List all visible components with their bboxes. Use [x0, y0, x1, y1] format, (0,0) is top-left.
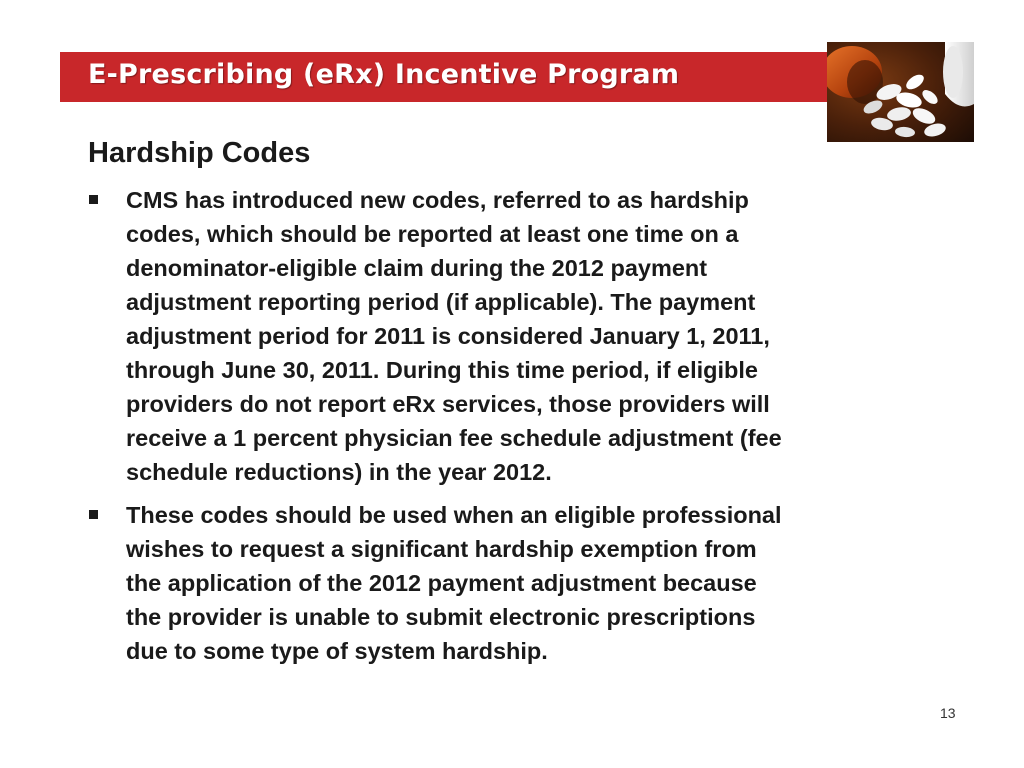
section-heading: Hardship Codes: [88, 137, 311, 169]
bullet-line: providers do not report eRx services, those providers will: [126, 391, 770, 417]
bullet-line: CMS has introduced new codes, referred to as hardship: [126, 187, 749, 213]
bullet-list: [88, 183, 938, 677]
bullet-line: through June 30, 2011. During this time period, if eligible: [126, 357, 758, 383]
bullet-line: adjustment period for 2011 is considered January 1, 2011,: [126, 323, 770, 349]
bullet-line: the provider is unable to submit electronic prescriptions: [126, 604, 756, 630]
bullet-line: adjustment reporting period (if applicable). The payment: [126, 289, 756, 315]
title-bar: [60, 52, 830, 102]
bullet-line: receive a 1 percent physician fee schedule adjustment (fee: [126, 425, 782, 451]
bullet-line: codes, which should be reported at least one time on a: [126, 221, 739, 247]
bullet-line: denominator-eligible claim during the 2012 payment: [126, 255, 708, 281]
square-bullet-icon: [89, 510, 98, 519]
bullet-line: wishes to request a significant hardship exemption from: [126, 536, 757, 562]
square-bullet-icon: [89, 195, 98, 204]
bullet-item: [88, 498, 938, 668]
bullet-line: due to some type of system hardship.: [126, 638, 548, 664]
slide-title: E-Prescribing (eRx) Incentive Program: [88, 59, 680, 90]
pills-photo: [827, 42, 974, 142]
page-number: 13: [940, 705, 956, 721]
bullet-line: schedule reductions) in the year 2012.: [126, 459, 552, 485]
bullet-line: These codes should be used when an eligible professional: [126, 502, 782, 528]
bullet-item: [88, 183, 938, 489]
bullet-line: the application of the 2012 payment adjustment because: [126, 570, 757, 596]
